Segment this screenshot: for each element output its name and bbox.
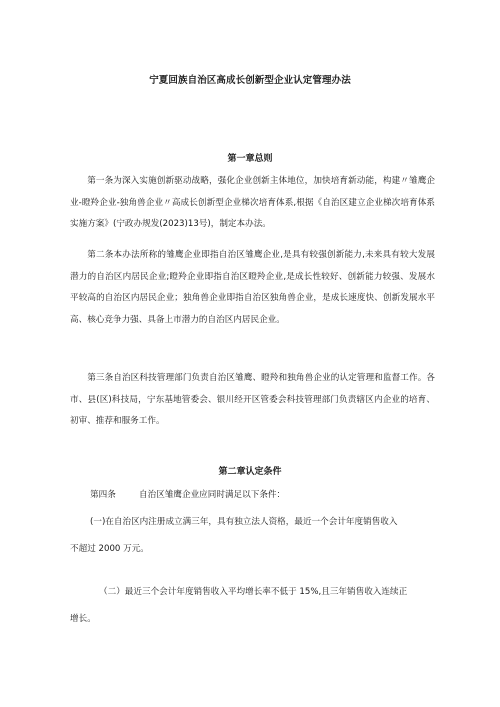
chapter-2-heading: 第二章认定条件 [218,467,282,477]
condition-2-line-1: （二）最近三个会计年度销售收入平均增长率不低于 15%,且三年销售收入连续正 [99,587,408,597]
condition-2-line-2: 增长。 [70,614,96,624]
article-4-text: 自治区雏鹰企业应同时满足以下条件： [139,490,286,500]
article-1-paragraph: 第一条为深入实施创新驱动战略，强化企业创新主体地位，加快培育新动能，构建〃雏鹰企业-瞪羚企业-独角兽企业〃高成长创新型企业梯次培育体系,根据《自治区建立企业梯次培育体系实施方案》(宁政办规发(2023)13号)，制定本办法。 [70,176,435,229]
condition-1-line-2: 不超过 2000 万元。 [70,544,149,554]
article-2-paragraph: 第二条本办法所称的雏鹰企业即指自治区雏鹰企业,是具有较强创新能力,未来具有较大发展潜力的自治区内居民企业;瞪羚企业即指自治区瞪羚企业,是成长性较好、创新能力较强、发展水平较高的自治区内居民企业；独角兽企业即指自治区独角兽企业，是成长速度快、创新发展水平高、核心竞争力强、具备上市潜力的自治区内居民企业。 [70,250,435,325]
condition-1-line-1: (一)在自治区内注册成立满三年，具有独立法人资格，最近一个会计年度销售收入 [90,517,398,527]
article-4-label: 第四条 [90,490,116,500]
chapter-1-heading: 第一章总则 [227,154,273,164]
document-title: 宁夏回族自治区高成长创新型企业认定管理办法 [149,75,351,86]
article-3-paragraph: 第三条自治区科技管理部门负责自治区雏鹰、瞪羚和独角兽企业的认定管理和监督工作。各市、县(区)科技局，宁东基地管委会、银川经开区管委会科技管理部门负责辖区内企业的培育、初审、推荐和服务工作。 [70,373,435,426]
